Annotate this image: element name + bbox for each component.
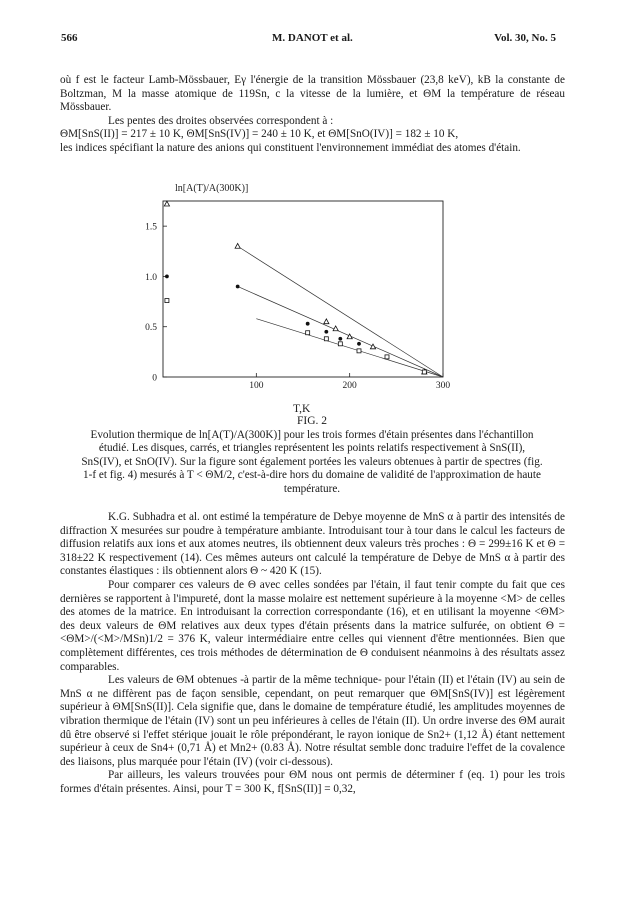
figure-caption: Evolution thermique de ln[A(T)/A(300K)] pour les trois formes d'étain présentes dans l'échantillon étudié. Les disques, carrés, et triangles représentent les points relatifs respectivement à SnS(II), SnS(IV), et SnO(IV). Sur la figure sont également portées les valeurs obtenues à partir de spectres (fig. 1-f et fig. 4) mesurés à T < ΘM/2, c'est-à-dire hors du domaine de validité de l'approximation de haute température. [81,429,543,495]
data-point-disc [357,342,361,346]
figure-2-chart [120,176,520,426]
data-point-square [385,355,389,359]
data-point-square [338,342,342,346]
y-tick-label: 1.5 [145,222,157,233]
data-point-square [306,331,310,335]
data-point-square [357,349,361,353]
paragraph: où f est le facteur Lamb-Mössbauer, Eγ l'énergie de la transition Mössbauer (23,8 keV), kB la constante de Boltzman, M la masse atomique de 119Sn, c la vitesse de la lumière, et ΘM la température de réseau Mössbauer. [60,74,565,114]
data-point-disc [306,322,310,326]
fit-line-square [256,319,443,377]
running-head-authors: M. DANOT et al. [272,32,353,44]
data-point-triangle [333,326,338,331]
data-point-disc [165,275,169,279]
text-block-bottom [60,511,565,796]
data-point-triangle [370,344,375,349]
paragraph: Les pentes des droites observées correspondent à : [108,114,334,127]
data-point-square [324,337,328,341]
data-point-disc [324,330,328,334]
paragraph: les indices spécifiant la nature des anions qui constituent l'environnement immédiat des atomes d'étain. [60,141,521,154]
data-point-triangle [164,201,169,206]
x-tick-label: 200 [342,381,357,391]
data-point-square [165,299,169,303]
data-point-triangle [324,319,329,324]
paragraph: Les valeurs de ΘM obtenues -à partir de la même technique- pour l'étain (II) et l'étain (IV) au sein de MnS α ne diffèrent pas de façon sensible, cependant, on peut remarquer que ΘM[SnS(IV)] est légèrement supérieur à ΘM[SnS(II)]. Cela signifie que, dans le domaine de température étudié, les amplitudes moyennes de vibration thermique de l'étain (IV) sont un peu inférieures à celles de l'étain (II). Un ordre inverse des ΘM aurait dû être observé si l'effet stérique jouait le rôle prépondérant, le rayon ionique de Sn2+ (1,12 Å) étant nettement supérieur à ceux de Sn4+ (0,71 Å) et Mn2+ (0.83 Å). Notre résultat semble donc traduire l'effet de la covalence des liaisons, plus marquée pour l'étain (IV) (voir ci-dessous). [60,674,565,768]
x-tick-label: 100 [249,381,264,391]
equation-line: ΘM[SnS(II)] = 217 ± 10 K, ΘM[SnS(IV)] = 240 ± 10 K, et ΘM[SnO(IV)] = 182 ± 10 K, [60,128,459,141]
data-point-square [422,370,426,374]
data-point-disc [338,337,342,341]
fit-line-disc [238,286,443,377]
fit-line-triangle [238,246,443,377]
paragraph: Pour comparer ces valeurs de Θ avec celles sondées par l'étain, il faut tenir compte du fait que ces dernières se rapportent à l'impureté, dont la masse molaire est nettement supérieure à la moyenne <M> de celles des atomes de la matrice. En introduisant la correction correspondante (16), et en utilisant la moyenne <ΘM> des deux valeurs de ΘM relatives aux deux types d'étain présents dans la matrice sulfurée, on obtient Θ = <ΘM>/(<M>/MSn)1/2 = 376 K, valeur intermédiaire entre celles qui viennent d'être mentionnées. Bien que complètement différentes, ces trois méthodes de détermination de Θ conduisent néanmoins à des résultats assez comparables. [60,578,565,673]
figure-label: FIG. 2 [296,415,328,427]
y-tick-label: 0.5 [145,323,157,334]
data-point-disc [236,285,240,289]
x-tick-label: 300 [435,381,451,391]
data-point-triangle [235,243,240,248]
paragraph: Par ailleurs, les valeurs trouvées pour ΘM nous ont permis de déterminer f (eq. 1) pour les trois formes d'étain présentes. Ainsi, pour T = 300 K, f[SnS(II)] = 0,32, [60,769,565,795]
text-block-top [60,74,565,156]
y-tick-label: 0 [152,373,157,384]
volume-info: Vol. 30, No. 5 [494,32,556,44]
x-axis-label: T,K [293,403,311,415]
page-number: 566 [61,32,78,44]
y-axis-label: ln[A(T)/A(300K)] [175,183,249,194]
paragraph: K.G. Subhadra et al. ont estimé la température de Debye moyenne de MnS α à partir des intensités de diffraction X mesurées sur poudre à température ambiante. Introduisant tour à tour dans le calcul les facteurs de diffusion relatifs aux ions et aux atomes neutres, ils obtiennent deux valeurs très proches : Θ = 299±16 K et Θ = 318±22 K respectivement (14). Ces mêmes auteurs ont calculé la température de Debye de MnS α à partir des constantes élastiques : ils obtiennent alors Θ ~ 420 K (15). [60,511,565,578]
y-tick-label: 1.0 [145,272,157,283]
